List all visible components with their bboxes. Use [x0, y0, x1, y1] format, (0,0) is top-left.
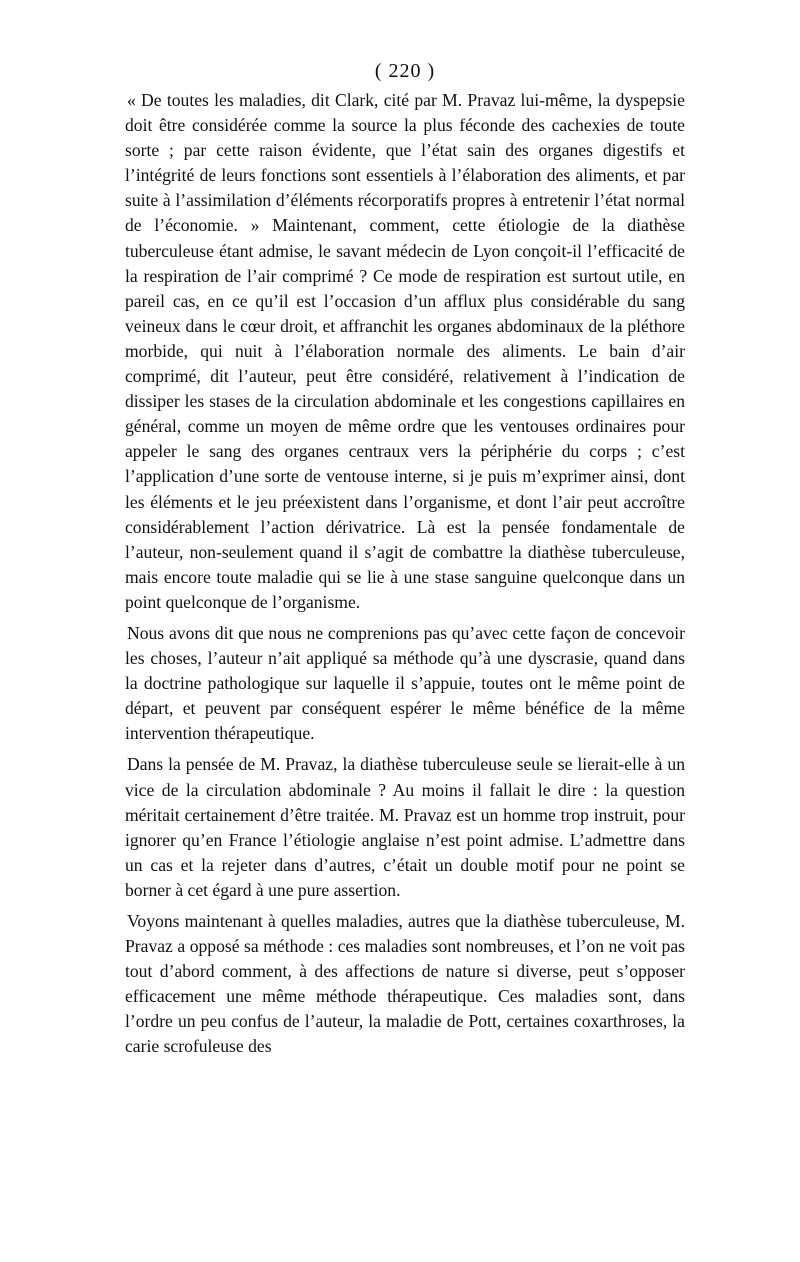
- page-number: ( 220 ): [374, 60, 436, 82]
- paragraph-4: Voyons maintenant à quelles maladies, autres que la diathèse tuberculeuse, M. Pravaz a opposé sa méthode : ces maladies sont nombreuses, et l’on ne voit pas tout d’abord comment, à des affections de nature si diverse, peut s’opposer efficacement une même méthode thérapeutique. Ces maladies sont, dans l’ordre un peu confus de l’auteur, la maladie de Pott, certaines coxarthroses, la carie scrofuleuse des: [125, 911, 685, 1057]
- paragraph-2: Nous avons dit que nous ne comprenions pas qu’avec cette façon de concevoir les choses, l’auteur n’ait appliqué sa méthode qu’à une dyscrasie, quand dans la doctrine pathologique sur laquelle il s’appuie, toutes ont le même point de départ, et peuvent par conséquent espérer le même bénéfice de la même intervention thérapeutique.: [125, 622, 685, 744]
- paragraph-1: « De toutes les maladies, dit Clark, cité par M. Pravaz lui-même, la dyspepsie doit être considérée comme la source la plus féconde des cachexies de toute sorte ; par cette raison évidente, que l’état sain des organes digestifs et l’intégrité de leurs fonctions sont essentiels à l’élaboration des aliments, et par suite à l’assimilation d’éléments récorporatifs propres à entretenir l’état normal de l’économie. » Maintenant, comment, cette étiologie de la diathèse tuberculeuse étant admise, le savant médecin de Lyon conçoit-il l’efficacité de la respiration de l’air comprimé ? Ce mode de respiration est surtout utile, en pareil cas, en ce qu’il est l’occasion d’un afflux plus considérable du sang veineux dans le cœur droit, et affranchit les organes abdominaux de la pléthore morbide, qui nuit à l’élaboration normale des aliments. Le bain d’air comprimé, dit l’auteur, peut être considéré, relativement à l’indication de dissiper les stases de la circulation abdominale et les congestions capillaires en général, comme un moyen de même ordre que les ventouses ordinaires pour appeler le sang des organes centraux vers la périphérie du corps ; c’est l’application d’une sorte de ventouse interne, si je puis m’exprimer ainsi, dont les éléments et le jeu préexistent dans l’organisme, et dont l’air peut accroître considérablement l’action dérivatrice. Là est la pensée fondamentale de l’auteur, non-seulement quand il s’agit de combattre la diathèse tuberculeuse, mais encore toute maladie qui se lie à une stase sanguine quelconque dans un point quelconque de l’organisme.: [125, 90, 685, 612]
- paragraph-3: Dans la pensée de M. Pravaz, la diathèse tuberculeuse seule se lierait-elle à un vice de la circulation abdominale ? Au moins il fallait le dire : la question méritait certainement d’être traitée. M. Pravaz est un homme trop instruit, pour ignorer qu’en France l’étiologie anglaise n’est point admise. L’admettre dans un cas et la rejeter dans d’autres, c’était un double motif pour ne point se borner à cet égard à une pure assertion.: [125, 754, 685, 900]
- book-page: [125, 58, 685, 1060]
